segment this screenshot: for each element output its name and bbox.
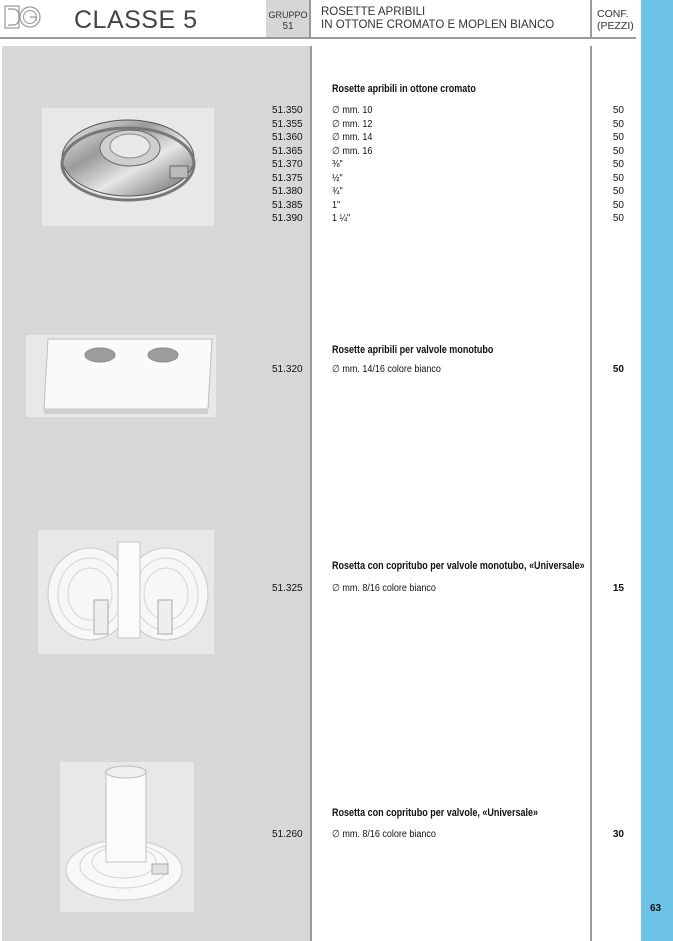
- item-description: ¾": [332, 186, 343, 197]
- item-description: ∅ mm. 16: [332, 146, 373, 157]
- item-code: 51.320: [272, 364, 303, 375]
- table-row: [0, 105, 673, 119]
- page-title-line1: ROSETTE APRIBILI: [321, 6, 426, 18]
- table-row: [0, 159, 673, 173]
- item-description: 1 ¼": [332, 213, 351, 224]
- item-quantity: 30: [612, 829, 624, 840]
- item-code: 51.375: [272, 173, 303, 184]
- item-quantity: 15: [612, 583, 624, 594]
- item-description: ∅ mm. 14/16 colore bianco: [332, 364, 441, 375]
- item-code: 51.360: [272, 132, 303, 143]
- item-quantity: 50: [612, 132, 624, 143]
- item-code: 51.380: [272, 186, 303, 197]
- item-code: 51.390: [272, 213, 303, 224]
- page-title-line2: IN OTTONE CROMATO E MOPLEN BIANCO: [321, 19, 555, 31]
- item-code: 51.260: [272, 829, 303, 840]
- item-quantity: 50: [612, 105, 624, 116]
- table-row: [0, 119, 673, 133]
- item-code: 51.325: [272, 583, 303, 594]
- table-row: [0, 829, 673, 843]
- item-code: 51.350: [272, 105, 303, 116]
- classe-title: CLASSE 5: [74, 6, 198, 34]
- item-quantity: 50: [612, 146, 624, 157]
- table-row: [0, 173, 673, 187]
- item-quantity: 50: [612, 186, 624, 197]
- item-quantity: 50: [612, 173, 624, 184]
- item-quantity: 50: [612, 159, 624, 170]
- item-description: ⅜": [332, 159, 343, 170]
- table-row: [0, 186, 673, 200]
- gruppo-number: 51: [282, 21, 294, 32]
- page-number: 63: [650, 903, 662, 914]
- item-description: ∅ mm. 12: [332, 119, 373, 130]
- item-description: ∅ mm. 8/16 colore bianco: [332, 829, 436, 840]
- table-row: [0, 583, 673, 597]
- table-row: [0, 200, 673, 214]
- item-description: ½": [332, 173, 343, 184]
- item-quantity: 50: [612, 200, 624, 211]
- item-description: ∅ mm. 14: [332, 132, 373, 143]
- table-row: [0, 364, 673, 378]
- item-quantity: 50: [612, 213, 624, 224]
- section-title: Rosette apribili in ottone cromato: [332, 83, 476, 95]
- conf-label-line1: CONF.: [597, 8, 629, 20]
- item-quantity: 50: [612, 364, 624, 375]
- item-description: ∅ mm. 10: [332, 105, 373, 116]
- item-description: 1": [332, 200, 341, 211]
- table-row: [0, 146, 673, 160]
- header-divider: [309, 0, 311, 38]
- item-code: 51.385: [272, 200, 303, 211]
- item-quantity: 50: [612, 119, 624, 130]
- item-description: ∅ mm. 8/16 colore bianco: [332, 583, 436, 594]
- section-title: Rosetta con copritubo per valvole, «Universale»: [332, 807, 539, 819]
- table-row: [0, 132, 673, 146]
- brand-logo: [4, 4, 42, 32]
- item-code: 51.365: [272, 146, 303, 157]
- conf-label-line2: (PEZZI): [597, 20, 634, 32]
- section-title: Rosetta con copritubo per valvole monotubo, «Universale»: [332, 560, 585, 572]
- gruppo-label: GRUPPO: [268, 10, 308, 20]
- table-row: [0, 213, 673, 227]
- item-code: 51.370: [272, 159, 303, 170]
- header-divider: [590, 0, 592, 38]
- item-code: 51.355: [272, 119, 303, 130]
- section-title: Rosette apribili per valvole monotubo: [332, 344, 494, 356]
- header-rule: [0, 37, 636, 39]
